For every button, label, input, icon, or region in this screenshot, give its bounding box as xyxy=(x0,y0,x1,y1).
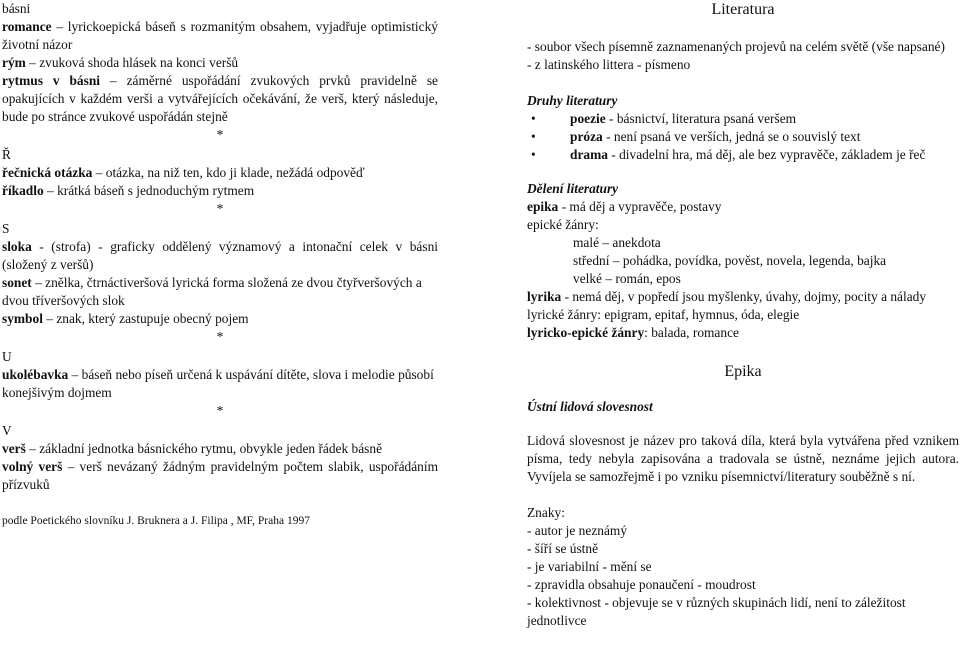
term: romance xyxy=(2,19,52,34)
term: poezie xyxy=(570,111,606,126)
entry-recnicka-otazka xyxy=(2,164,438,182)
section-letter: S xyxy=(2,221,10,236)
section-title-epika: Epika xyxy=(724,363,762,380)
definition: – otázka, na niž ten, kdo ji klade, nežádá odpověď xyxy=(92,165,365,180)
entry-ukolebavka xyxy=(2,366,438,402)
term: řečnická otázka xyxy=(2,165,93,180)
separator-star: * xyxy=(216,330,224,345)
entry-rikadlo xyxy=(2,182,438,200)
section-letter: Ř xyxy=(2,147,11,162)
list-item: - šíří se ústně xyxy=(527,541,599,556)
term: volný verš xyxy=(2,459,63,474)
section-letter: U xyxy=(2,349,12,364)
term: sonet xyxy=(2,275,32,290)
separator-star: * xyxy=(216,128,224,143)
definition: – báseň nebo píseň určená k uspávání dítěte, slova i melodie působí konejšivým dojmem xyxy=(2,367,434,400)
term: lyricko-epické žánry xyxy=(527,325,645,340)
term: próza xyxy=(570,129,603,144)
definition: – verš nevázaný žádným pravidelným počtem slabik, uspořádáním přízvuků xyxy=(2,459,438,492)
definition: - básnictví, literatura psaná veršem xyxy=(605,111,797,126)
entry-epika xyxy=(527,198,959,216)
definition: – lyrickoepická báseň s rozmanitým obsahem, vyjadřuje optimistický životní názor xyxy=(2,19,438,52)
separator-star: * xyxy=(216,404,224,419)
list-item: - zpravidla obsahuje ponaučení - moudrost xyxy=(527,577,756,592)
genre-line: velké – román, epos xyxy=(573,271,681,286)
entry-symbol xyxy=(2,310,438,328)
left-column xyxy=(2,0,438,530)
source-note: podle Poetického slovníku J. Bruknera a J. Filipa , MF, Praha 1997 xyxy=(2,515,310,527)
definition-line: - soubor všech písemně zaznamenaných projevů na celém světě (vše napsané) xyxy=(527,39,945,54)
definition: : balada, romance xyxy=(644,325,739,340)
definition: - (strofa) - graficky oddělený významový a intonační celek v básni (složený z veršů) xyxy=(2,239,438,272)
top-word: básni xyxy=(2,1,31,16)
term: sloka xyxy=(2,239,32,254)
page-title: Literatura xyxy=(711,1,775,18)
term: symbol xyxy=(2,311,43,326)
entry-romance xyxy=(2,18,438,54)
entry-sonet xyxy=(2,274,438,310)
definition: - nemá děj, v popředí jsou myšlenky, úvahy, dojmy, pocity a nálady xyxy=(561,289,927,304)
term: rytmus v básni xyxy=(2,73,100,88)
definition: – znak, který zastupuje obecný pojem xyxy=(42,311,249,326)
right-column xyxy=(527,0,959,630)
list-item xyxy=(527,146,959,164)
definition: - má děj a vypravěče, postavy xyxy=(558,199,722,214)
list-item xyxy=(527,128,959,146)
entry-rym xyxy=(2,54,438,72)
entry-lyricko-epicke xyxy=(527,324,959,342)
list-item: - kolektivnost - objevuje se v různých skupinách lidí, není to záležitost jednotlivce xyxy=(527,595,906,628)
definition: – zvuková shoda hlásek na konci veršů xyxy=(25,55,239,70)
definition: - není psaná ve verších, jedná se o souvislý text xyxy=(602,129,861,144)
entry-volny-vers xyxy=(2,458,438,494)
term: říkadlo xyxy=(2,183,44,198)
definition-line: - z latinského littera - písmeno xyxy=(527,57,691,72)
entry-lyrika xyxy=(527,288,959,306)
term: verš xyxy=(2,441,26,456)
term: rým xyxy=(2,55,26,70)
genre-line: malé – anekdota xyxy=(573,235,661,250)
definition: – záměrné uspořádání zvukových prvků pravidelně se opakujících v každém verši a vytvářejících očekávání, že verš, který následuje, bude po stránce zvukové uspořádán stejně xyxy=(2,73,438,124)
list-item: - je variabilní - mění se xyxy=(527,559,652,574)
term: lyrika xyxy=(527,289,562,304)
lyricke-zanry: lyrické žánry: epigram, epitaf, hymnus, óda, elegie xyxy=(527,307,800,322)
znaky-heading: Znaky: xyxy=(527,505,565,520)
definition: - divadelní hra, má děj, ale bez vypravěče, základem je řeč xyxy=(607,147,926,162)
term: drama xyxy=(570,147,608,162)
epicke-zanry: epické žánry: xyxy=(527,217,599,232)
druhy-list xyxy=(527,110,959,164)
term: ukolébavka xyxy=(2,367,69,382)
section-heading: Dělení literatury xyxy=(527,181,619,196)
section-heading: Druhy literatury xyxy=(527,93,618,108)
definition: – základní jednotka básnického rytmu, obvykle jeden řádek básně xyxy=(25,441,383,456)
separator-star: * xyxy=(216,202,224,217)
list-item xyxy=(527,110,959,128)
term: epika xyxy=(527,199,559,214)
section-heading: Ústní lidová slovesnost xyxy=(527,399,653,414)
definition: – znělka, čtrnáctiveršová lyrická forma složená ze dvou čtyřveršových a dvou tříveršových slok xyxy=(2,275,422,308)
entry-sloka xyxy=(2,238,438,274)
section-letter: V xyxy=(2,423,12,438)
genre-line: střední – pohádka, povídka, pověst, novela, legenda, bajka xyxy=(573,253,887,268)
paragraph-lidova: Lidová slovesnost je název pro taková díla, která byla vytvářena před vznikem písma, tedy nebyla zapisována a tradovala se ústně, neznáme jejich autora. Vyvíjela se samozřejmě i po vzniku písemnictví/literatury souběžně s ní. xyxy=(527,433,959,484)
list-item: - autor je neznámý xyxy=(527,523,628,538)
entry-rytmus xyxy=(2,72,438,126)
entry-vers xyxy=(2,440,438,458)
definition: – krátká báseň s jednoduchým rytmem xyxy=(43,183,255,198)
